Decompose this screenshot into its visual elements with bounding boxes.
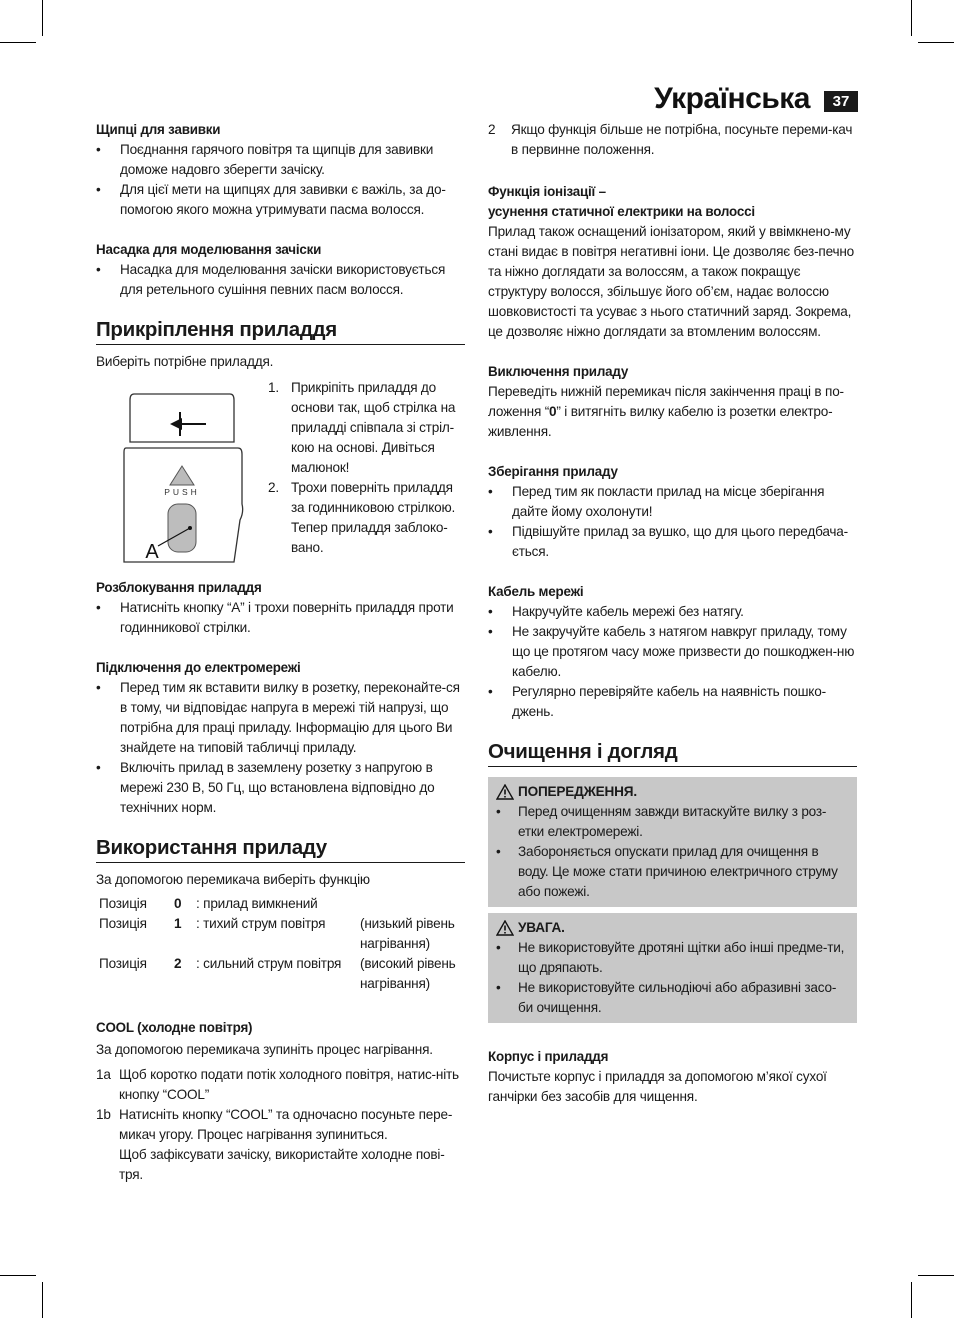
section-heading-ion-2: усунення статичної електрики на волоссі: [488, 204, 755, 219]
page-language-title: Українська: [654, 82, 810, 115]
position-note: (низький рівень нагрівання): [360, 916, 455, 951]
step-text: Прикріпіть приладдя до основи так, щоб стрілка на приладді співпала зі стріл-кою на основі. Дивіться малюнок!: [291, 380, 456, 475]
tongs-list: [96, 140, 465, 220]
accessory-attach-illustration: [96, 392, 256, 570]
crop-mark: [918, 1275, 954, 1276]
list-item: • Не використовуйте дротяні щітки або інші предме-ти, що дряпають.: [496, 938, 849, 978]
warning-list: [496, 802, 849, 902]
warning-heading: [496, 782, 849, 802]
list-item: • Забороняється опускати прилад для очищення в воду. Це може стати причиною електричного струму або пожежі.: [496, 842, 849, 902]
position-label: Позиція: [99, 896, 147, 911]
list-item: • Накручуйте кабель мережі без натягу.: [488, 602, 857, 622]
power-list: [96, 678, 465, 818]
off-text-after: ” і витягніть вилку кабелю із розетки електро-живлення.: [488, 404, 833, 439]
warning-box: [488, 777, 857, 907]
step-extra-text: Щоб зафіксувати зачіску, використайте холодне пові-тря.: [119, 1147, 445, 1182]
step-number: 1.: [268, 380, 279, 395]
heading-usage: Використання приладу: [96, 838, 465, 863]
push-label: PUSH: [164, 487, 200, 497]
off-text-before: Переведіть нижній перемикач після закінчення праці в по-ложення “: [488, 384, 844, 419]
step-number: 2.: [268, 480, 279, 495]
warning-triangle-icon: [496, 784, 514, 800]
step-number: 1b: [96, 1107, 111, 1122]
right-column: [488, 120, 857, 1107]
left-column: [96, 120, 465, 1185]
position-desc: : сильний струм повітря: [196, 956, 342, 971]
step-number: 1a: [96, 1067, 111, 1082]
body-text: Почистьте корпус і приладдя за допомогою м’якої сухої ганчірки без засобів для чищення.: [488, 1069, 827, 1104]
table-row: [99, 954, 465, 994]
crop-mark: [911, 0, 912, 36]
step-text: Трохи поверніть приладдя за годинниковою стрілкою. Тепер приладдя заблоко-вано.: [291, 480, 456, 555]
position-label: Позиція: [99, 916, 147, 931]
crop-mark: [0, 42, 36, 43]
caution-box: [488, 913, 857, 1023]
off-text: [488, 382, 857, 442]
step-text: Натисніть кнопку “COOL” та одночасно посуньте пере-микач угору. Процес нагрівання зупиниться.: [119, 1107, 453, 1142]
position-label: Позиція: [99, 956, 147, 971]
caution-list: [496, 938, 849, 1018]
list-item: • Перед тим як покласти прилад на місце зберігання дайте йому охолонути!: [488, 482, 857, 522]
position-value: 1: [174, 916, 182, 931]
list-item: • Не використовуйте сильнодіючі або абразивні засо-би очищення.: [496, 978, 849, 1018]
section-heading-cable: Кабель мережі: [488, 584, 584, 599]
button-a-label: A: [145, 541, 159, 563]
off-position: 0: [549, 404, 557, 419]
list-item: [268, 478, 465, 558]
position-desc: : прилад вимкнений: [196, 896, 318, 911]
table-row: [99, 914, 465, 954]
section-heading-unlock: Розблокування приладдя: [96, 580, 262, 595]
crop-mark: [42, 0, 43, 36]
crop-mark: [918, 42, 954, 43]
heading-attach: Прикріплення приладдя: [96, 320, 465, 345]
position-desc: : тихий струм повітря: [196, 916, 326, 931]
list-item: • Перед очищенням завжди витаскуйте вилку з роз-етки електромережі.: [496, 802, 849, 842]
list-item: [96, 1065, 465, 1105]
page-number: 37: [824, 91, 858, 112]
step-text: Щоб коротко подати потік холодного повітря, натис-ніть кнопку “COOL”: [119, 1067, 459, 1102]
position-note: [360, 894, 465, 914]
list-item: • Натисніть кнопку “A” і трохи поверніть приладдя проти годинникової стрілки.: [96, 598, 465, 638]
section-heading-storage: Зберігання приладу: [488, 464, 618, 479]
list-item: [96, 1105, 465, 1185]
step-number: 2: [488, 122, 496, 137]
list-item: [268, 378, 465, 478]
list-item: • Не закручуйте кабель з натягом навкруг приладу, тому що це протягом часу може призвести до пошкоджен-ню кабелю.: [488, 622, 857, 682]
position-value: 0: [174, 896, 182, 911]
section-heading-styling: Насадка для моделювання зачіски: [96, 242, 322, 257]
usage-intro: За допомогою перемикача виберіть функцію: [96, 872, 370, 887]
list-item: • Регулярно перевіряйте кабель на наявність пошко-джень.: [488, 682, 857, 722]
list-item: • Для цієї мети на щипцях для завивки є важіль, за до-помогою якого можна утримувати пасма волосся.: [96, 180, 465, 220]
styling-list: [96, 260, 465, 300]
positions-table: [99, 894, 465, 994]
cool-steps: [96, 1065, 465, 1185]
crop-mark: [911, 1282, 912, 1318]
section-heading-ion-1: Функція іонізації –: [488, 184, 606, 199]
crop-mark: [42, 1282, 43, 1318]
warning-triangle-icon: [496, 920, 514, 936]
table-row: [99, 894, 465, 914]
position-note: (високий рівень нагрівання): [360, 956, 456, 991]
section-heading-cool: COOL (холодне повітря): [96, 1020, 253, 1035]
list-item: • Перед тим як вставити вилку в розетку, переконайте-ся в тому, чи відповідає напруга в мережі тій напрузі, що потрібна для праці приладу. Інформацію для цього Ви знайдете на типовій табличці приладу.: [96, 678, 465, 758]
ion-text: Прилад також оснащений іонізатором, який у ввімкнено-му стані видає в повітря негативні іони. Це дозволяє без-печно та ніжно доглядати за волоссям, а також покращує структуру волосся, збільшує його об’єм, надає волоссю шовковистості та усуває з нього статичний заряд. Зокрема, це дозволяє ніжно доглядати за втомленим волоссям.: [488, 224, 855, 339]
attach-steps: [268, 378, 465, 558]
cable-list: [488, 602, 857, 722]
section-heading-tongs: Щипці для завивки: [96, 122, 221, 137]
heading-cleaning: Очищення і догляд: [488, 742, 857, 767]
attach-intro: Виберіть потрібне приладдя.: [96, 354, 274, 369]
crop-mark: [0, 1275, 36, 1276]
list-item: • Насадка для моделювання зачіски використовується для ретельного сушіння певних пасм волосся.: [96, 260, 465, 300]
warning-heading-text: ПОПЕРЕДЖЕННЯ.: [518, 784, 637, 799]
section-heading-off: Виключення приладу: [488, 364, 629, 379]
position-value: 2: [174, 956, 182, 971]
storage-list: [488, 482, 857, 562]
unlock-list: [96, 598, 465, 638]
list-item: [488, 120, 857, 160]
list-item: • Включіть прилад в заземлену розетку з напругою в мережі 230 В, 50 Гц, що встановлена відповідно до технічних норм.: [96, 758, 465, 818]
step-2: [488, 120, 857, 160]
list-item: • Підвішуйте прилад за вушко, що для цього передбача-ється.: [488, 522, 857, 562]
step-text: Якщо функція більше не потрібна, посуньте переми-кач в первинне положення.: [511, 122, 853, 157]
cool-intro: За допомогою перемикача зупиніть процес нагрівання.: [96, 1042, 433, 1057]
section-heading-body: Корпус і приладдя: [488, 1049, 609, 1064]
caution-heading: [496, 918, 849, 938]
section-heading-power: Підключення до електромережі: [96, 660, 301, 675]
caution-heading-text: УВАГА.: [518, 920, 565, 935]
list-item: • Поєднання гарячого повітря та щипців для завивки доможе надовго зберегти зачіску.: [96, 140, 465, 180]
